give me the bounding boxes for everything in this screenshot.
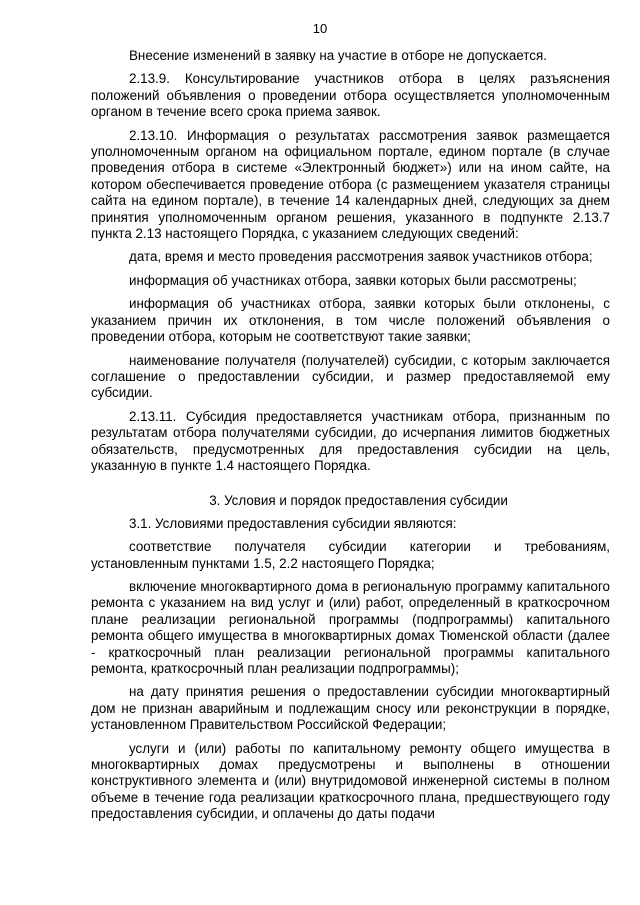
paragraph-2-13-10: 2.13.10. Информация о результатах рассмотрения заявок размещается уполномоченным органом на официальном портале, едином портале (в случае проведения отбора в системе «Электронный бюджет») или на ином сайте, на котором обеспечивается проведение отбора (с размещением указателя страницы сайта на едином портале), в течение 14 календарных дней, следующих за днем принятия уполномоченным органом решения, указанного в подпункте 2.13.7 пункта 2.13 настоящего Порядка, с указанием следующих сведений: xyxy=(91,127,610,242)
paragraph-amendment-prohibition: Внесение изменений в заявку на участие в отборе не допускается. xyxy=(129,48,547,63)
paragraph-3-1: 3.1. Условиями предоставления субсидии являются: xyxy=(129,515,457,531)
condition-not-emergency: на дату принятия решения о предоставлении субсидии многоквартирный дом не признан аварийным и подлежащим сносу или реконструкции в порядке, установленном Правительством Российской Федерации; xyxy=(91,684,610,733)
list-item-reviewed-participants: информация об участниках отбора, заявки которых были рассмотрены; xyxy=(129,272,577,288)
paragraph-2-13-9: 2.13.9. Консультирование участников отбора в целях разъяснения положений объявления о проведении отбора осуществляется уполномоченным органом в течение всего срока приема заявок. xyxy=(91,71,610,120)
page-number: 10 xyxy=(312,21,328,36)
condition-works-completed: услуги и (или) работы по капитальному ремонту общего имущества в многоквартирных домах предусмотрены и выполнены в отношении конструктивного элемента и (или) внутридомовой инженерной системы в полном объеме в течение года реализации краткосрочного плана, предшествующего году предоставления субсидии, и оплачены до даты подачи xyxy=(91,740,610,822)
list-item-recipient-name: наименование получателя (получателей) субсидии, с которым заключается соглашение о предоставлении субсидии, и размер предоставляемой ему субсидии. xyxy=(91,352,610,401)
paragraph-2-13-11: 2.13.11. Субсидия предоставляется участникам отбора, признанным по результатам отбора получателями субсидии, до исчерпания лимитов бюджетных обязательств, предусмотренных для предоставления субсидии на цель, указанную в пункте 1.4 настоящего Порядка. xyxy=(91,408,610,473)
list-item-rejected-participants: информация об участниках отбора, заявки которых были отклонены, с указанием причин их отклонения, в том числе положений объявления о проведении отбора, которым не соответствуют такие заявки; xyxy=(91,296,610,345)
list-item-review-datetime: дата, время и место проведения рассмотрения заявок участников отбора; xyxy=(129,249,593,265)
document-body xyxy=(91,48,610,830)
condition-recipient-compliance: соответствие получателя субсидии категории и требованиям, установленным пунктами 1.5, 2.2 настоящего Порядка; xyxy=(91,539,610,571)
section-heading: 3. Условия и порядок предоставления субсидии xyxy=(209,493,508,509)
condition-program-inclusion: включение многоквартирного дома в региональную программу капитального ремонта с указанием на вид услуг и (или) работ, определенный в краткосрочном плане реализации региональной программы (подпрограммы) капитального ремонта общего имущества в многоквартирных домах Тюменской области (далее - краткосрочный план реализации региональной программы капитального ремонта, краткосрочный план реализации подпрограммы); xyxy=(91,578,610,676)
